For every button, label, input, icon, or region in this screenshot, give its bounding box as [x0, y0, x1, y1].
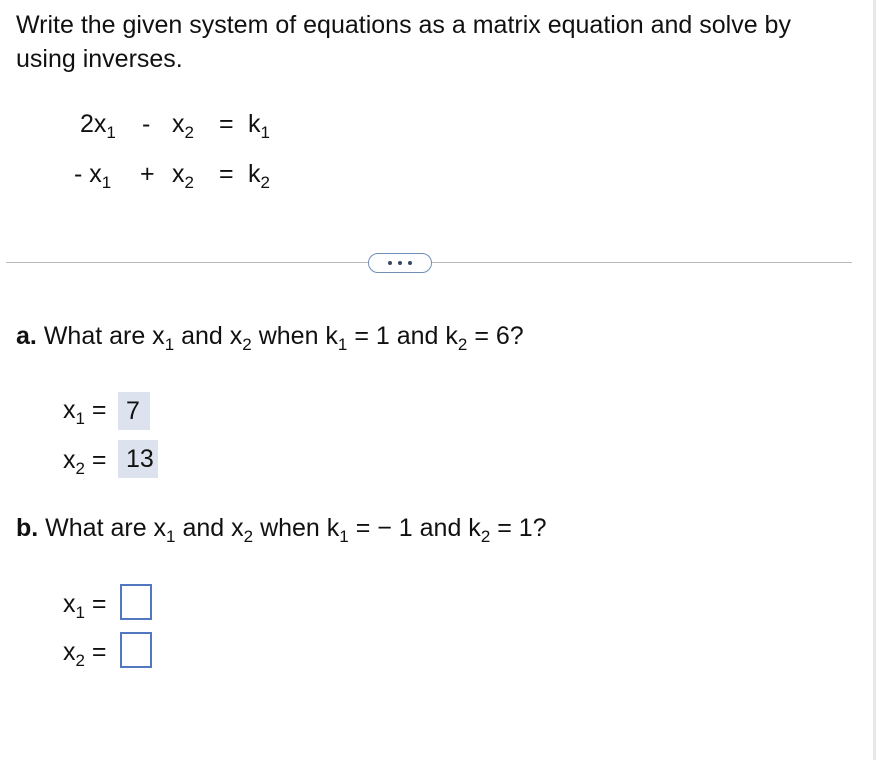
part-a-x1-label: $x_1$ =	[63, 396, 107, 428]
eq2-equals: =	[219, 160, 234, 188]
eq2-rhs: $k_2$	[248, 160, 270, 192]
equation-1	[80, 110, 300, 144]
eq1-rhs: $k_1$	[248, 110, 270, 142]
eq2-operator: +	[140, 160, 155, 188]
equation-2	[74, 160, 300, 194]
part-b-x1-label: $x_1$ =	[63, 590, 107, 622]
part-a-question: a. What are $x_1$ and $x_2$ when $k_1 = 1$ and $k_2 = 6$?	[16, 322, 524, 354]
part-b-x2-label: $x_2$ =	[63, 638, 107, 670]
dot-icon	[408, 261, 412, 265]
eq1-term2: $x_2$	[172, 110, 194, 142]
problem-prompt: Write the given system of equations as a matrix equation and solve by using inverses.	[16, 11, 791, 73]
eq1-operator: -	[142, 110, 151, 138]
part-a-x2-answer[interactable]: 13	[118, 440, 158, 478]
eq2-term2: $x_2$	[172, 160, 194, 192]
more-options-button[interactable]	[368, 253, 432, 273]
eq1-equals: =	[219, 110, 234, 138]
part-b-x1-input[interactable]	[120, 584, 152, 620]
part-a-x1-answer[interactable]: 7	[118, 392, 150, 430]
eq2-term1: - $x_1$	[74, 160, 112, 192]
eq1-term1: $2x_1$	[80, 110, 116, 142]
part-a-x2-label: $x_2$ =	[63, 446, 107, 478]
part-b-x2-input[interactable]	[120, 632, 152, 668]
dot-icon	[388, 261, 392, 265]
part-b-question: b. What are $x_1$ and $x_2$ when $k_1$ = − 1 and $k_2 = 1$?	[16, 514, 547, 546]
dot-icon	[398, 261, 402, 265]
